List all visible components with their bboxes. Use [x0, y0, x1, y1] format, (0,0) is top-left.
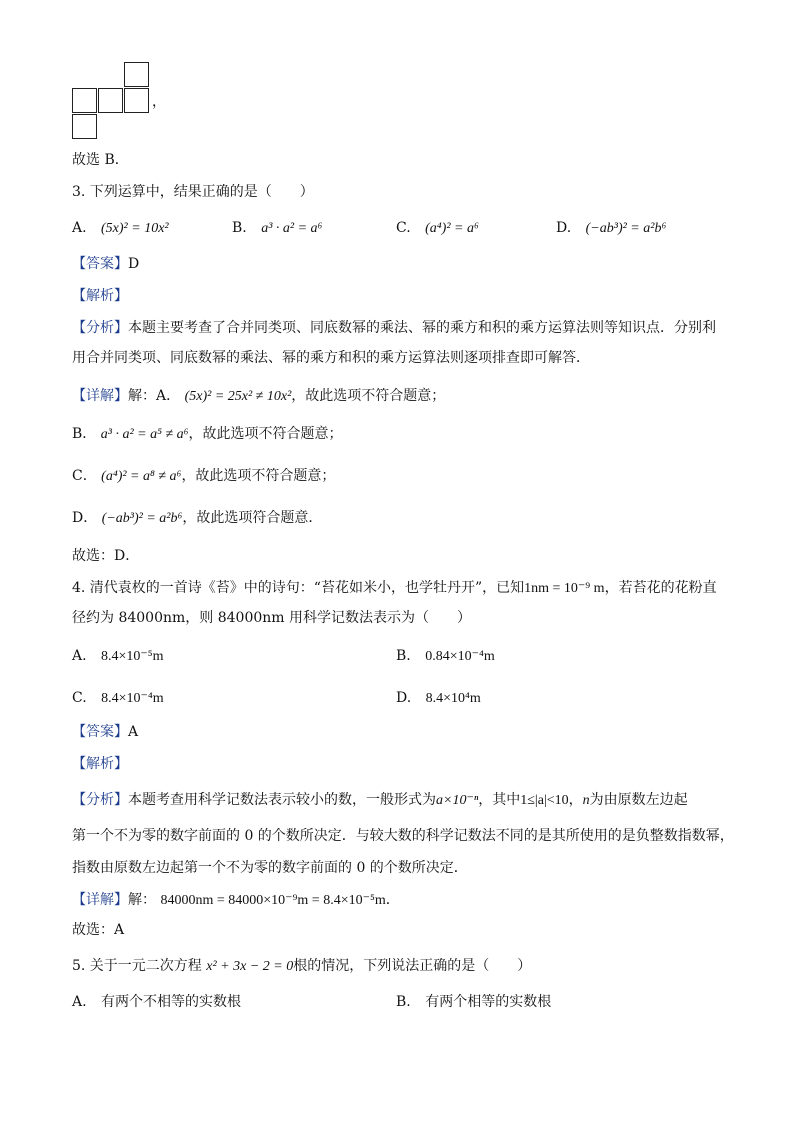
- detail-tag: 【详解】: [72, 892, 128, 908]
- option-label: A.: [72, 648, 87, 664]
- q3-analysis-tag: [72, 286, 128, 306]
- option-label: A.: [72, 220, 87, 236]
- stem-text: ，若苔花的花粉直: [604, 580, 717, 596]
- detail-expr: 84000nm = 84000×10⁻⁹m = 8.4×10⁻⁵m: [160, 893, 386, 908]
- option-expr: 8.4×10⁴m: [425, 691, 481, 706]
- square-cell: [124, 62, 149, 87]
- q4-fenxi-1: [72, 790, 688, 811]
- detail-expr: (5x)² = 25x² ≠ 10x²: [184, 389, 292, 404]
- option-expr: (5x)² = 10x²: [101, 221, 169, 236]
- detail-prefix: 解：A．: [128, 388, 181, 404]
- fenxi-tag: 【分析】: [72, 320, 128, 336]
- option-label: D.: [556, 220, 572, 236]
- analysis-tag: 【解析】: [72, 756, 128, 772]
- option-label: A.: [72, 994, 87, 1010]
- figure-comma: ，: [152, 94, 166, 110]
- q3-option-a: [72, 218, 169, 239]
- squares-net-figure: [72, 62, 162, 142]
- q3-option-d: [556, 218, 666, 239]
- option-expr: 8.4×10⁻⁴m: [101, 691, 164, 706]
- q2-answer: 故选 B．: [72, 152, 129, 168]
- q3-option-b: [232, 218, 322, 239]
- answer-value: A: [128, 724, 139, 740]
- q4-analysis-tag: [72, 754, 128, 774]
- stem-math: 1nm = 10⁻⁹ m: [524, 581, 605, 596]
- q4-option-a: [72, 646, 164, 667]
- q4-answer: [72, 722, 138, 742]
- analysis-tag: 【解析】: [72, 288, 128, 304]
- fenxi-text: 为由原数左边起: [589, 792, 688, 808]
- detail-prefix: D．: [72, 510, 98, 526]
- q5-stem: [72, 956, 531, 977]
- q3-fenxi-2: 用合并同类项、同底数幂的乘法、幂的乘方和积的乘方运算法则逐项排查即可解答．: [72, 350, 590, 366]
- stem-text: 5. 关于一元二次方程: [72, 958, 202, 974]
- detail-prefix: 解：: [128, 892, 156, 908]
- detail-tag: 【详解】: [72, 388, 128, 404]
- square-cell: [98, 88, 123, 113]
- option-expr: a³ · a² = a⁶: [261, 221, 323, 236]
- fenxi-math: 1≤|a|<10: [520, 793, 569, 808]
- q4-final: 故选：A: [72, 922, 125, 938]
- q3-detail-b: [72, 424, 343, 445]
- option-label: C.: [396, 220, 411, 236]
- q4-stem-2: 径约为 84000nm，则 84000nm 用科学记数法表示为（ ）: [72, 610, 472, 626]
- fenxi-text: ，其中: [478, 792, 521, 808]
- fenxi-math: a×10⁻ⁿ: [436, 793, 479, 808]
- option-expr: (a⁴)² = a⁶: [425, 221, 479, 236]
- q4-detail: [72, 890, 400, 911]
- fenxi-text: ，: [568, 792, 583, 808]
- answer-tag: 【答案】: [72, 724, 128, 740]
- fenxi-tag: 【分析】: [72, 792, 128, 808]
- square-cell: [124, 88, 149, 113]
- option-text: 有两个不相等的实数根: [101, 994, 242, 1010]
- option-label: C.: [72, 690, 87, 706]
- option-text: 有两个相等的实数根: [425, 994, 552, 1010]
- square-cell: [72, 88, 97, 113]
- option-label: B.: [396, 648, 411, 664]
- q4-option-b: [396, 646, 495, 667]
- detail-expr: (a⁴)² = a⁸ ≠ a⁶: [101, 469, 182, 484]
- q4-fenxi-3: 指数由原数左边起第一个不为零的数字前面的 0 的个数所决定．: [72, 860, 468, 876]
- option-label: D.: [396, 690, 412, 706]
- stem-math: x² + 3x − 2 = 0: [206, 959, 294, 974]
- detail-text: ，故此选项不符合题意；: [188, 426, 343, 442]
- q3-detail-c: [72, 466, 335, 487]
- q4-fenxi-2: 第一个不为零的数字前面的 0 的个数所决定．与较大数的科学记数法不同的是其所使用的是负整数指数幂，: [72, 828, 734, 844]
- q3-detail-a: [72, 386, 445, 407]
- option-expr: 8.4×10⁻⁵m: [101, 649, 164, 664]
- fenxi-text: 本题考查用科学记数法表示较小的数，一般形式为: [128, 792, 436, 808]
- q3-stem: 3. 下列运算中，结果正确的是（ ）: [72, 184, 314, 200]
- square-cell: [72, 114, 97, 139]
- q3-fenxi-1: [72, 318, 716, 338]
- answer-tag: 【答案】: [72, 256, 128, 272]
- q4-option-d: [396, 688, 481, 709]
- detail-expr: (−ab³)² = a²b⁶: [101, 511, 183, 526]
- stem-text: 根的情况，下列说法正确的是（ ）: [293, 958, 532, 974]
- option-expr: (−ab³)² = a²b⁶: [585, 221, 667, 236]
- option-label: B.: [232, 220, 247, 236]
- q5-option-b: [396, 992, 551, 1012]
- q3-final: 故选：D．: [72, 548, 140, 564]
- detail-text: ，故此选项不符合题意；: [181, 468, 336, 484]
- detail-prefix: B．: [72, 426, 97, 442]
- option-label: B.: [396, 994, 411, 1010]
- q4-stem-1: [72, 578, 717, 599]
- stem-text: 4. 清代袁枚的一首诗《苔》中的诗句：“苔花如米小，也学牡丹开”，已知: [72, 580, 525, 596]
- q3-option-c: [396, 218, 479, 239]
- detail-end: ．: [385, 892, 400, 908]
- fenxi-math: n: [582, 793, 590, 808]
- option-expr: 0.84×10⁻⁴m: [425, 649, 495, 664]
- detail-text: ，故此选项不符合题意；: [291, 388, 446, 404]
- q4-option-c: [72, 688, 164, 709]
- q5-option-a: [72, 992, 241, 1012]
- answer-value: D: [128, 256, 140, 272]
- fenxi-text: 本题主要考查了合并同类项、同底数幂的乘法、幂的乘方和积的乘方运算法则等知识点．分别利: [128, 320, 716, 336]
- q3-answer: [72, 254, 139, 274]
- detail-text: ，故此选项符合题意．: [182, 510, 323, 526]
- q3-detail-d: [72, 508, 322, 529]
- detail-prefix: C．: [72, 468, 97, 484]
- detail-expr: a³ · a² = a⁵ ≠ a⁶: [100, 427, 189, 442]
